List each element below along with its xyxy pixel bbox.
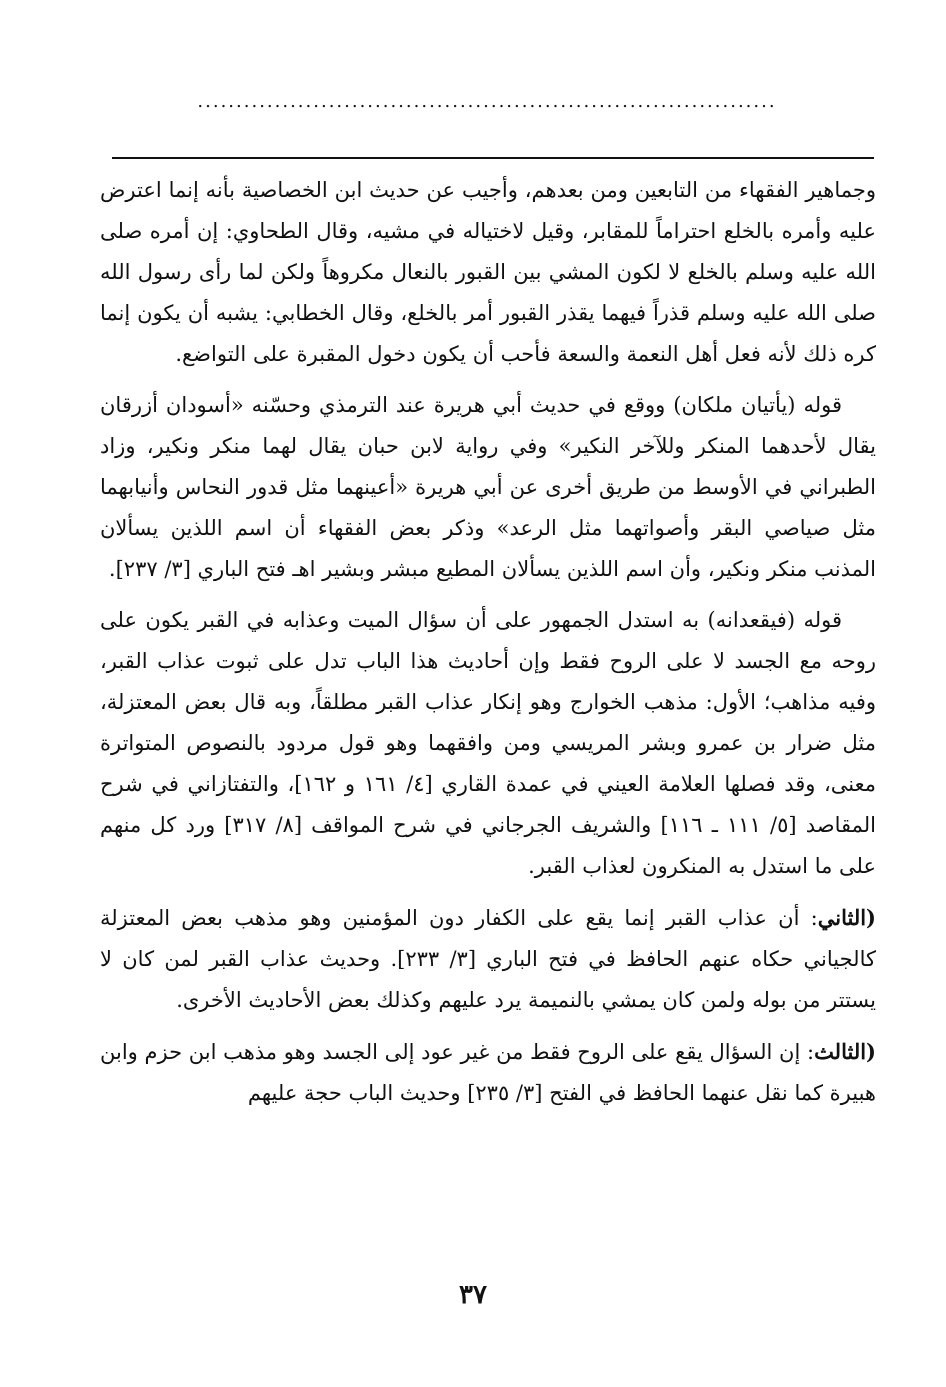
header-rule xyxy=(112,157,874,159)
paragraph-5-text: : إن السؤال يقع على الروح فقط من غير عود إلى الجسد وهو مذهب ابن حزم وابن هبيرة كما نقل عنهما الحافظ في الفتح [٣/ ٢٣٥] وحديث الباب حجة عليهم xyxy=(100,1040,876,1105)
paragraph-1 xyxy=(100,170,876,375)
body-text xyxy=(100,170,876,1124)
paragraph-3 xyxy=(100,600,876,887)
page-number: ٣٧ xyxy=(459,1280,487,1310)
header-dotted-line: ........................................................................... xyxy=(197,91,777,112)
paragraph-4-lead: (الثاني xyxy=(817,905,876,930)
paragraph-5-lead: (الثالث xyxy=(814,1039,876,1064)
paragraph-2 xyxy=(100,385,876,590)
paragraph-5 xyxy=(100,1031,876,1114)
paragraph-4 xyxy=(100,897,876,1021)
paragraph-3-text: قوله (فيقعدانه) به استدل الجمهور على أن سؤال الميت وعذابه في القبر يكون على روحه مع الجسد لا على الروح فقط وإن أحاديث هذا الباب تدل على ثبوت عذاب القبر، وفيه مذاهب؛ الأول: مذهب الخوارج وهو إنكار عذاب القبر مطلقاً، وبه قال بعض المعتزلة، مثل ضرار بن عمرو وبشر المريسي ومن وافقهما وهو قول مردود بالنصوص المتواترة معنى، وقد فصلها العلامة العيني في عمدة القاري [٤/ ١٦١ و ١٦٢]، والتفتازاني في شرح المقاصد [٥/ ١١١ ـ ١١٦] والشريف الجرجاني في شرح المواقف [٨/ ٣١٧] ورد كل منهم على ما استدل به المنكرون لعذاب القبر. xyxy=(100,608,877,878)
paragraph-2-text: قوله (يأتيان ملكان) ووقع في حديث أبي هريرة عند الترمذي وحسّنه «أسودان أزرقان يقال لأحدهما المنكر وللآخر النكير» وفي رواية لابن حبان يقال لهما منكر ونكير، وزاد الطبراني في الأوسط من طريق أخرى عن أبي هريرة «أعينهما مثل قدور النحاس وأنيابهما مثل صياصي البقر وأصواتهما مثل الرعد» وذكر بعض الفقهاء أن اسم اللذين يسألان المذنب منكر ونكير، وأن اسم اللذين يسألان المطيع مبشر وبشير اهـ فتح الباري [٣/ ٢٣٧]. xyxy=(100,393,876,581)
paragraph-4-text: : أن عذاب القبر إنما يقع على الكفار دون المؤمنين وهو مذهب بعض المعتزلة كالجياني حكاه عنهم الحافظ في فتح الباري [٣/ ٢٣٣]. وحديث عذاب القبر لمن كان لا يستتر من بوله ولمن كان يمشي بالنميمة يرد عليهم وكذلك بعض الأحاديث الأخرى. xyxy=(100,906,876,1012)
paragraph-1-text: وجماهير الفقهاء من التابعين ومن بعدهم، وأجيب عن حديث ابن الخصاصية بأنه إنما اعترض عليه وأمره بالخلع احتراماً للمقابر، وقيل لاختياله في مشيه، وقال الطحاوي: إن أمره صلى الله عليه وسلم بالخلع لا لكون المشي بين القبور بالنعال مكروهاً ولكن لما رأى رسول الله صلى الله عليه وسلم قذراً فيهما يقذر القبور أمر بالخلع، وقال الخطابي: يشبه أن يكون إنما كره ذلك لأنه فعل أهل النعمة والسعة فأحب أن يكون دخول المقبرة على التواضع. xyxy=(100,178,876,366)
